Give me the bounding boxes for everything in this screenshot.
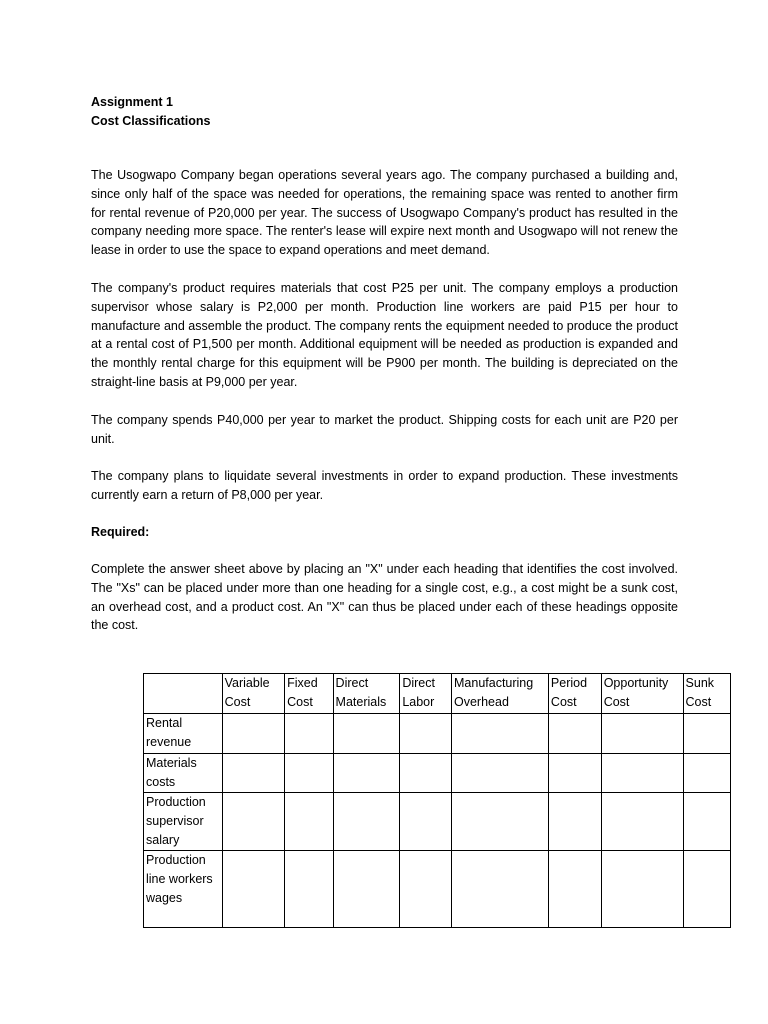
paragraph-background: The Usogwapo Company began operations several years ago. The company purchased a building and, since only half of the space was needed for operations, the remaining space was rented to another firm for rental revenue of P20,000 per year. The success of Usogwapo Company's product has resulted in the company needing more space. The renter's lease will expire next month and Usogwapo will not renew the lease in order to use the space to expand operations and meet demand. [91,168,678,258]
answer-cell[interactable] [548,793,601,851]
answer-cell[interactable] [452,793,549,851]
header-sunk-cost: Sunk Cost [683,674,730,714]
answer-cell[interactable] [333,714,400,754]
row-label-production-supervisor-salary: Production supervisor salary [144,793,223,851]
header-opportunity-cost: Opportunity Cost [601,674,683,714]
answer-cell[interactable] [601,793,683,851]
answer-cell[interactable] [400,754,452,793]
required-label: Required: [91,525,150,539]
answer-cell[interactable] [333,793,400,851]
row-label-production-line-workers-wages: Production line workers wages [144,851,223,928]
paragraph-investments: The company plans to liquidate several investments in order to expand production. These investments currently earn a return of P8,000 per year. [91,469,678,502]
header-variable-cost: Variable Cost [222,674,284,714]
answer-cell[interactable] [285,714,333,754]
row-label-rental-revenue: Rental revenue [144,714,223,754]
answer-cell[interactable] [285,793,333,851]
answer-cell[interactable] [548,851,601,928]
answer-cell[interactable] [333,851,400,928]
answer-cell[interactable] [333,754,400,793]
answer-cell[interactable] [548,714,601,754]
answer-cell[interactable] [400,714,452,754]
header-manufacturing-overhead: Manufacturing Overhead [452,674,549,714]
assignment-topic: Cost Classifications [91,114,211,128]
answer-cell[interactable] [683,793,730,851]
answer-cell[interactable] [285,851,333,928]
assignment-number: Assignment 1 [91,95,173,109]
answer-cell[interactable] [683,714,730,754]
table-row [144,793,731,851]
answer-cell[interactable] [400,793,452,851]
answer-sheet-table [143,673,731,928]
answer-cell[interactable] [285,754,333,793]
header-period-cost: Period Cost [548,674,601,714]
header-fixed-cost: Fixed Cost [285,674,333,714]
answer-cell[interactable] [222,851,284,928]
answer-cell[interactable] [548,754,601,793]
answer-cell[interactable] [601,754,683,793]
answer-cell[interactable] [452,714,549,754]
document-title [91,93,210,131]
table-header-row [144,674,731,714]
table-row [144,851,731,928]
row-label-materials-costs: Materials costs [144,754,223,793]
answer-cell[interactable] [601,851,683,928]
answer-cell[interactable] [452,851,549,928]
answer-cell[interactable] [683,851,730,928]
answer-cell[interactable] [683,754,730,793]
answer-cell[interactable] [222,793,284,851]
answer-cell[interactable] [601,714,683,754]
paragraph-production-costs: The company's product requires materials that cost P25 per unit. The company employs a production supervisor whose salary is P2,000 per month. Production line workers are paid P15 per hour to manufacture and assemble the product. The company rents the equipment needed to produce the product at a rental cost of P1,500 per month. Additional equipment will be needed as production is expanded and the monthly rental charge for this equipment will be P900 per month. The building is depreciated on the straight-line basis at P9,000 per year. [91,281,678,389]
paragraph-marketing-costs: The company spends P40,000 per year to market the product. Shipping costs for each unit are P20 per unit. [91,413,678,446]
answer-cell[interactable] [452,754,549,793]
header-direct-labor: Direct Labor [400,674,452,714]
header-direct-materials: Direct Materials [333,674,400,714]
answer-cell[interactable] [400,851,452,928]
answer-cell[interactable] [222,714,284,754]
answer-cell[interactable] [222,754,284,793]
paragraph-instructions: Complete the answer sheet above by placing an "X" under each heading that identifies the cost involved. The "Xs" can be placed under more than one heading for a single cost, e.g., a cost might be a sunk cost, an overhead cost, and a product cost. An "X" can thus be placed under each of these headings opposite the cost. [91,562,678,633]
table-row [144,714,731,754]
header-corner [144,674,223,714]
table-row [144,754,731,793]
